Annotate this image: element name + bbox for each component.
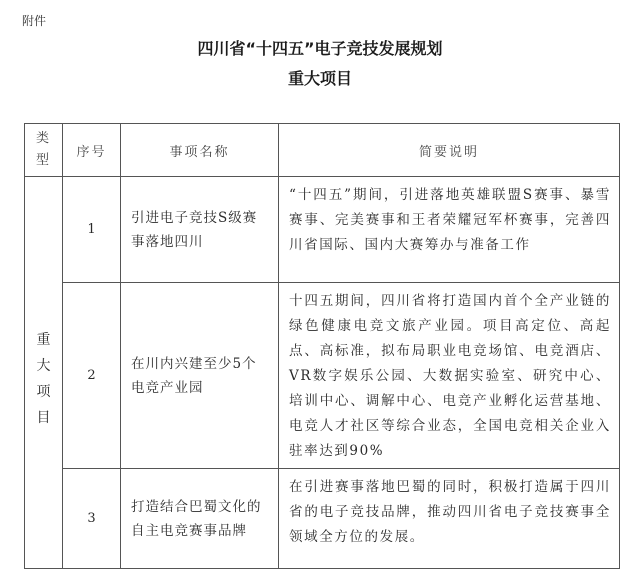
table-row (25, 177, 620, 283)
document-title: 四川省“十四五”电子竞技发展规划 (197, 39, 443, 58)
row-number: 3 (63, 469, 121, 569)
header-type (25, 124, 63, 177)
header-name: 事项名称 (121, 124, 279, 177)
row-number: 1 (63, 177, 121, 283)
attachment-label: 附件 (22, 14, 47, 28)
category-label: 重 大 项 目 (36, 332, 51, 426)
header-type-label: 类 型 (35, 131, 51, 168)
table-header-row (25, 124, 620, 177)
table-row (25, 283, 620, 469)
row-number: 2 (63, 283, 121, 469)
category-cell (25, 177, 63, 569)
header-number: 序号 (63, 124, 121, 177)
row-description: 十四五期间，四川省将打造国内首个全产业链的绿色健康电竞文旅产业园。项目高定位、高起点、高标准，拟布局职业电竞场馆、电竞酒店、VR数字娱乐公园、大数据实验室、研究中心、培训中心、调解中心、电竞产业孵化运营基地、电竞人才社区等综合业态，全国电竞相关企业入驻率达到90% (279, 283, 620, 469)
header-description: 简要说明 (279, 124, 620, 177)
row-name: 引进电子竞技S级赛事落地四川 (121, 177, 279, 283)
row-description: 在引进赛事落地巴蜀的同时，积极打造属于四川省的电子竞技品牌，推动四川省电子竞技赛事全领域全方位的发展。 (279, 469, 620, 569)
row-name: 在川内兴建至少5个电竞产业园 (121, 283, 279, 469)
row-description: “十四五”期间，引进落地英雄联盟S赛事、暴雪赛事、完美赛事和王者荣耀冠军杯赛事，完善四川省国际、国内大赛筹办与准备工作 (279, 177, 620, 283)
row-name: 打造结合巴蜀文化的自主电竞赛事品牌 (121, 469, 279, 569)
projects-table (24, 123, 620, 569)
document-subtitle: 重大项目 (287, 69, 352, 88)
